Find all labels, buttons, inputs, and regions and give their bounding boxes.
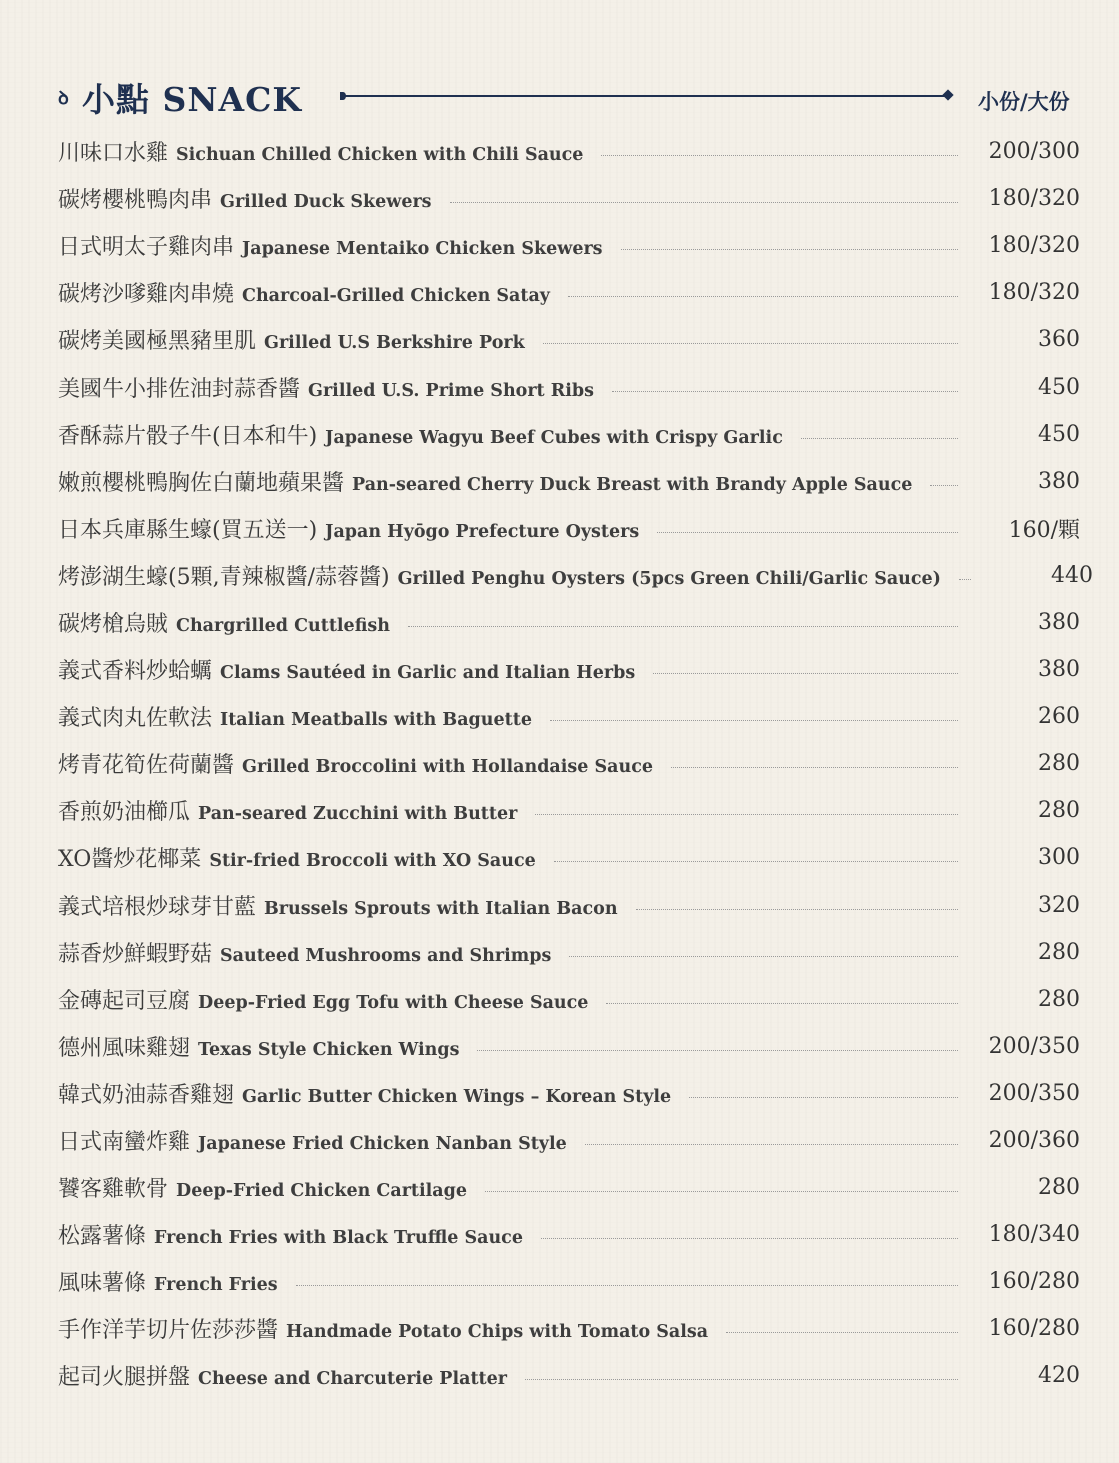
dotted-leader: [585, 1144, 958, 1145]
dotted-leader: [535, 814, 958, 815]
menu-item-price: 280: [1038, 751, 1080, 777]
menu-item-chinese-name: 松露薯條: [58, 1224, 147, 1250]
menu-item-name: [58, 607, 390, 638]
menu-item: [58, 1258, 1080, 1305]
menu-item-list: [58, 128, 1093, 1400]
menu-item-price: 380: [1038, 468, 1080, 494]
menu-item-price: 280: [1038, 798, 1080, 824]
dotted-leader: [554, 861, 958, 862]
menu-item-english-name: Pan-seared Zucchini with Butter: [198, 804, 518, 825]
menu-item-name: [58, 1031, 459, 1062]
menu-item-english-name: Stir-fried Broccoli with XO Sauce: [209, 851, 536, 872]
menu-item: [58, 458, 1080, 505]
menu-item-name: [58, 1360, 507, 1391]
menu-item-chinese-name: 碳烤美國極黑豬里肌: [58, 329, 257, 355]
menu-item-price: 160/280: [988, 1316, 1080, 1342]
menu-item-name: [58, 1172, 467, 1203]
menu-item-price: 420: [1038, 1363, 1080, 1389]
menu-item-name: [58, 1266, 278, 1297]
menu-item: [58, 1070, 1080, 1117]
dotted-leader: [930, 485, 958, 486]
menu-item-price: 280: [1038, 986, 1080, 1012]
dotted-leader: [657, 532, 958, 533]
menu-item-chinese-name: 美國牛小排佐油封蒜香醬: [58, 376, 301, 402]
menu-item-chinese-name: 起司火腿拼盤: [58, 1365, 191, 1391]
dotted-leader: [671, 767, 958, 768]
menu-item-name: [58, 1125, 567, 1156]
menu-item-english-name: Grilled Duck Skewers: [220, 192, 432, 213]
menu-item: [58, 646, 1080, 693]
menu-item-name: [58, 372, 594, 403]
menu-item-english-name: Garlic Butter Chicken Wings – Korean Style: [242, 1086, 672, 1107]
dotted-leader: [569, 956, 958, 957]
menu-item-chinese-name: 碳烤櫻桃鴨肉串: [58, 188, 213, 214]
menu-item-english-name: Sichuan Chilled Chicken with Chili Sauce: [176, 145, 584, 166]
menu-item: [58, 316, 1080, 363]
menu-item-english-name: Brussels Sprouts with Italian Bacon: [264, 898, 618, 919]
menu-item-english-name: Chargrilled Cuttlefish: [176, 615, 390, 636]
menu-item-chinese-name: 香煎奶油櫛瓜: [58, 800, 191, 826]
menu-item-name: [58, 890, 618, 921]
menu-item-price: 160/顆: [1008, 517, 1080, 543]
menu-item-chinese-name: 香酥蒜片骰子牛(日本和牛): [58, 423, 318, 449]
menu-item-chinese-name: 嫩煎櫻桃鴨胸佐白蘭地蘋果醬: [58, 470, 345, 496]
menu-item-price: 180/320: [988, 280, 1080, 306]
dotted-leader: [485, 1191, 958, 1192]
menu-item: [58, 222, 1080, 269]
menu-item-price: 360: [1038, 327, 1080, 353]
menu-item: [58, 363, 1080, 410]
dotted-leader: [525, 1379, 958, 1380]
dotted-leader: [568, 296, 958, 297]
menu-item-price: 280: [1038, 939, 1080, 965]
menu-item-english-name: Japanese Fried Chicken Nanban Style: [198, 1134, 567, 1155]
dotted-leader: [550, 720, 958, 721]
menu-item-name: [58, 748, 653, 779]
menu-item-english-name: French Fries with Black Truffle Sauce: [154, 1228, 523, 1249]
menu-item: [58, 1117, 1080, 1164]
menu-item-name: [58, 937, 551, 968]
menu-item-price: 260: [1038, 704, 1080, 730]
menu-item-name: [58, 654, 635, 685]
menu-item-chinese-name: 蒜香炒鮮蝦野菇: [58, 941, 213, 967]
menu-item-price: 200/350: [988, 1080, 1080, 1106]
menu-item-english-name: Handmade Potato Chips with Tomato Salsa: [286, 1322, 709, 1343]
menu-item-price: 320: [1038, 892, 1080, 918]
menu-item-chinese-name: 碳烤沙嗲雞肉串燒: [58, 282, 235, 308]
dotted-leader: [450, 202, 958, 203]
menu-item: [58, 505, 1080, 552]
dotted-leader: [959, 579, 971, 580]
dotted-leader: [541, 1238, 958, 1239]
menu-item-price: 300: [1038, 845, 1080, 871]
dotted-leader: [296, 1285, 958, 1286]
menu-item-chinese-name: XO醬炒花椰菜: [58, 847, 202, 873]
menu-item-price: 200/360: [988, 1128, 1080, 1154]
dotted-leader: [726, 1332, 958, 1333]
menu-item: [58, 787, 1080, 834]
dotted-leader: [689, 1097, 958, 1098]
menu-item-price: 180/340: [988, 1222, 1080, 1248]
menu-item-chinese-name: 饕客雞軟骨: [58, 1177, 169, 1203]
menu-item-english-name: Texas Style Chicken Wings: [198, 1039, 460, 1060]
menu-item-english-name: Japan Hyōgo Prefecture Oysters: [325, 521, 640, 542]
dotted-leader: [601, 155, 958, 156]
menu-item-english-name: Cheese and Charcuterie Platter: [198, 1369, 507, 1390]
menu-item: [58, 1305, 1080, 1352]
menu-item: [58, 1164, 1080, 1211]
menu-item-chinese-name: 德州風味雞翅: [58, 1035, 191, 1061]
menu-item-english-name: Grilled U.S Berkshire Pork: [264, 333, 525, 354]
menu-item-name: [58, 1313, 708, 1344]
menu-item-price: 280: [1038, 1175, 1080, 1201]
menu-item-chinese-name: 義式肉丸佐軟法: [58, 706, 213, 732]
menu-item-price: 200/350: [988, 1033, 1080, 1059]
menu-item-name: [58, 136, 583, 167]
menu-item-english-name: Sauteed Mushrooms and Shrimps: [220, 945, 552, 966]
menu-item-price: 380: [1038, 657, 1080, 683]
menu-item-price: 200/300: [988, 139, 1080, 165]
menu-item-english-name: Grilled U.S. Prime Short Ribs: [308, 380, 595, 401]
header-divider: [342, 95, 948, 97]
menu-item: [58, 740, 1080, 787]
menu-item: [58, 929, 1080, 976]
menu-item-english-name: Grilled Broccolini with Hollandaise Sauce: [242, 757, 653, 778]
menu-item-name: [58, 701, 532, 732]
menu-item-chinese-name: 義式香料炒蛤蠣: [58, 659, 213, 685]
dotted-leader: [653, 673, 958, 674]
menu-item-english-name: Deep-Fried Chicken Cartilage: [176, 1181, 468, 1202]
menu-item-english-name: Italian Meatballs with Baguette: [220, 710, 532, 731]
menu-item: [58, 693, 1080, 740]
dotted-leader: [477, 1050, 958, 1051]
menu-item-chinese-name: 日本兵庫縣生蠔(買五送一): [58, 517, 318, 543]
dotted-leader: [606, 1003, 958, 1004]
menu-item-price: 440: [1050, 562, 1093, 588]
menu-item: [58, 411, 1080, 458]
menu-item: [58, 976, 1080, 1023]
menu-item: [58, 1023, 1080, 1070]
menu-item-price: 450: [1038, 421, 1080, 447]
menu-item-chinese-name: 風味薯條: [58, 1271, 147, 1297]
menu-item: [58, 1352, 1080, 1399]
menu-item-english-name: Japanese Mentaiko Chicken Skewers: [242, 239, 603, 260]
dotted-leader: [612, 391, 958, 392]
menu-item-chinese-name: 碳烤槍烏賊: [58, 611, 169, 637]
menu-item-chinese-name: 日式南蠻炸雞: [58, 1130, 191, 1156]
menu-item-chinese-name: 烤青花筍佐荷蘭醬: [58, 753, 235, 779]
dotted-leader: [636, 909, 958, 910]
menu-item-english-name: Pan-seared Cherry Duck Breast with Brandy Apple Sauce: [352, 474, 913, 495]
dotted-leader: [801, 438, 958, 439]
menu-item: [58, 882, 1080, 929]
section-header: [58, 72, 1098, 120]
menu-item-name: [58, 1078, 671, 1109]
menu-item-chinese-name: 日式明太子雞肉串: [58, 235, 235, 261]
menu-item: [58, 128, 1080, 175]
menu-item-name: [58, 277, 550, 308]
menu-item: [58, 1211, 1080, 1258]
menu-item: [58, 175, 1080, 222]
ornament-icon: ꝺ: [58, 88, 69, 109]
menu-item-english-name: Clams Sautéed in Garlic and Italian Herbs: [220, 663, 636, 684]
menu-item-name: [58, 842, 536, 873]
menu-item-chinese-name: 川味口水雞: [58, 141, 169, 167]
menu-item-name: [58, 419, 783, 450]
menu-item-english-name: Deep-Fried Egg Tofu with Cheese Sauce: [198, 992, 589, 1013]
menu-item-name: [58, 560, 941, 591]
menu-item-chinese-name: 手作洋芋切片佐莎莎醬: [58, 1318, 279, 1344]
menu-item-price: 180/320: [988, 186, 1080, 212]
menu-item-price: 180/320: [988, 233, 1080, 259]
menu-item: [58, 269, 1080, 316]
menu-item-name: [58, 984, 588, 1015]
menu-item-name: [58, 324, 525, 355]
menu-item-name: [58, 1219, 523, 1250]
dotted-leader: [621, 249, 958, 250]
menu-item-chinese-name: 韓式奶油蒜香雞翅: [58, 1082, 235, 1108]
menu-item-name: [58, 513, 639, 544]
menu-item-chinese-name: 金磚起司豆腐: [58, 988, 191, 1014]
menu-item-english-name: French Fries: [154, 1275, 278, 1296]
dotted-leader: [408, 626, 958, 627]
menu-item-name: [58, 795, 517, 826]
menu-item: [58, 834, 1080, 881]
menu-item-chinese-name: 義式培根炒球芽甘藍: [58, 894, 257, 920]
menu-item-english-name: Japanese Wagyu Beef Cubes with Crispy Garlic: [325, 427, 783, 448]
menu-item-english-name: Grilled Penghu Oysters (5pcs Green Chili/Garlic Sauce): [397, 568, 941, 589]
menu-item-name: [58, 183, 432, 214]
menu-item-english-name: Charcoal-Grilled Chicken Satay: [242, 286, 550, 307]
section-title: 小點 SNACK: [82, 80, 303, 119]
menu-item-name: [58, 466, 912, 497]
menu-item: [58, 552, 1093, 599]
menu-item-chinese-name: 烤澎湖生蠔(5顆,青辣椒醬/蒜蓉醬): [58, 564, 390, 590]
dotted-leader: [543, 343, 958, 344]
menu-item-name: [58, 230, 603, 261]
portion-size-label: 小份/大份: [978, 89, 1070, 114]
menu-item-price: 450: [1038, 374, 1080, 400]
menu-item-price: 380: [1038, 609, 1080, 635]
menu-item: [58, 599, 1080, 646]
menu-item-price: 160/280: [988, 1269, 1080, 1295]
